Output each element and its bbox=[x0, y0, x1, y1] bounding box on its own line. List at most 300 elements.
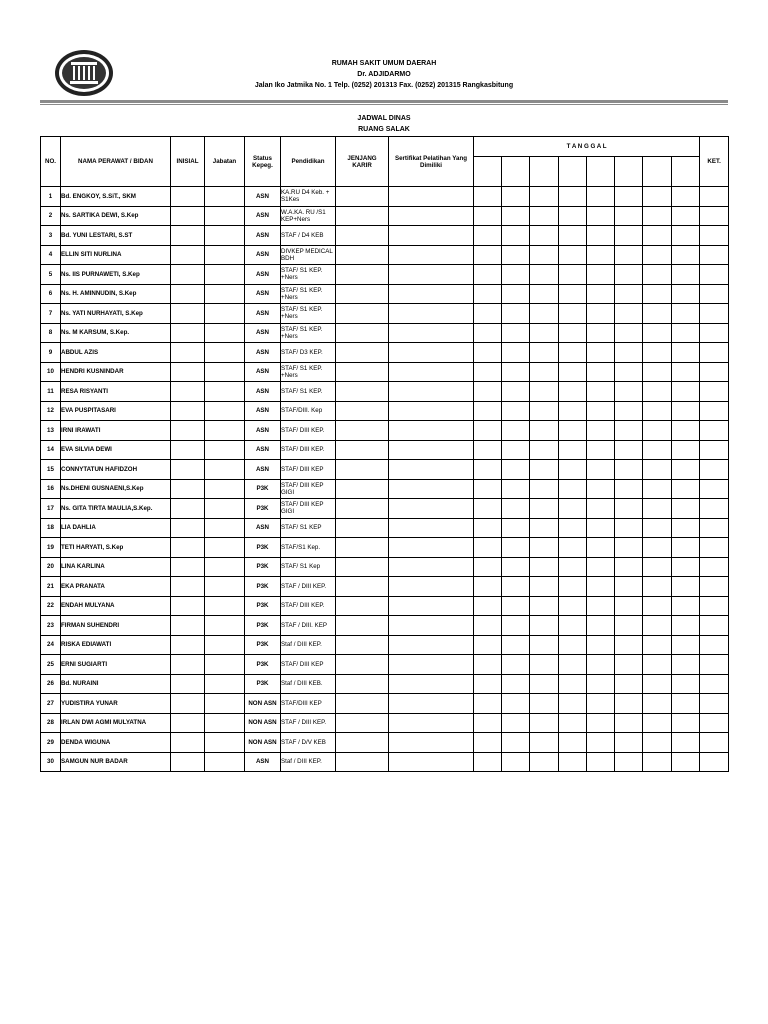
row-ket bbox=[700, 518, 729, 538]
tanggal-cell bbox=[502, 694, 530, 714]
tanggal-cell bbox=[643, 518, 672, 538]
tanggal-cell bbox=[530, 616, 559, 636]
row-ket bbox=[700, 265, 729, 285]
tanggal-cell bbox=[530, 304, 559, 324]
hospital-logo-icon bbox=[54, 48, 114, 98]
row-pendidikan: W.A.KA. RU /S1 KEP+Ners bbox=[281, 206, 336, 226]
row-no: 15 bbox=[41, 460, 61, 480]
row-jenjang bbox=[336, 382, 389, 402]
row-nama: DENDA WIGUNA bbox=[61, 733, 171, 753]
tanggal-cell bbox=[587, 479, 615, 499]
row-ket bbox=[700, 187, 729, 207]
tanggal-cell bbox=[643, 752, 672, 772]
tanggal-cell bbox=[643, 460, 672, 480]
row-no: 3 bbox=[41, 226, 61, 246]
table-row bbox=[41, 245, 729, 265]
tanggal-cell bbox=[672, 635, 700, 655]
row-inisial bbox=[171, 713, 205, 733]
tanggal-cell bbox=[530, 577, 559, 597]
tanggal-cell bbox=[672, 518, 700, 538]
tanggal-cell bbox=[474, 674, 502, 694]
tanggal-cell bbox=[643, 713, 672, 733]
tanggal-cell bbox=[587, 265, 615, 285]
tanggal-cell bbox=[559, 733, 587, 753]
table-row bbox=[41, 226, 729, 246]
tanggal-cell bbox=[474, 382, 502, 402]
tanggal-cell bbox=[502, 596, 530, 616]
row-inisial bbox=[171, 733, 205, 753]
row-pendidikan: KA.RU D4 Keb. + S1Kes bbox=[281, 187, 336, 207]
table-row bbox=[41, 206, 729, 226]
row-nama: Ns. M KARSUM, S.Kep. bbox=[61, 323, 171, 343]
tanggal-cell bbox=[615, 206, 643, 226]
row-nama: TETI HARYATI, S.Kep bbox=[61, 538, 171, 558]
tanggal-cell bbox=[587, 733, 615, 753]
row-nama: Ns. GITA TIRTA MAULIA,S.Kep. bbox=[61, 499, 171, 519]
tanggal-cell bbox=[559, 323, 587, 343]
row-status: ASN bbox=[245, 401, 281, 421]
row-inisial bbox=[171, 421, 205, 441]
row-sertifikat bbox=[389, 284, 474, 304]
tanggal-cell bbox=[672, 733, 700, 753]
tanggal-cell bbox=[559, 226, 587, 246]
tanggal-cell bbox=[559, 713, 587, 733]
row-nama: RISKA EDIAWATI bbox=[61, 635, 171, 655]
tanggal-cell bbox=[530, 284, 559, 304]
tanggal-cell bbox=[643, 265, 672, 285]
tanggal-cell bbox=[587, 577, 615, 597]
row-sertifikat bbox=[389, 674, 474, 694]
table-row bbox=[41, 479, 729, 499]
tanggal-cell bbox=[559, 577, 587, 597]
tanggal-cell bbox=[474, 752, 502, 772]
row-sertifikat bbox=[389, 479, 474, 499]
tanggal-cell bbox=[587, 674, 615, 694]
tanggal-cell bbox=[672, 538, 700, 558]
col-tanggal: T A N G G A L bbox=[474, 137, 700, 157]
tanggal-cell bbox=[672, 343, 700, 363]
tanggal-cell bbox=[672, 362, 700, 382]
col-jenjang-l2: KARIR bbox=[352, 161, 372, 169]
row-no: 2 bbox=[41, 206, 61, 226]
tanggal-cell bbox=[672, 655, 700, 675]
row-pendidikan: STAF/ S1 KEP bbox=[281, 518, 336, 538]
row-jenjang bbox=[336, 343, 389, 363]
tanggal-cell bbox=[502, 577, 530, 597]
tanggal-cell bbox=[672, 157, 700, 187]
row-inisial bbox=[171, 343, 205, 363]
tanggal-cell bbox=[672, 226, 700, 246]
row-nama: CONNYTATUN HAFIDZOH bbox=[61, 460, 171, 480]
tanggal-cell bbox=[672, 479, 700, 499]
row-status: P3K bbox=[245, 635, 281, 655]
row-pendidikan: STAF/ S1 KEP. bbox=[281, 382, 336, 402]
tanggal-cell bbox=[643, 538, 672, 558]
row-no: 11 bbox=[41, 382, 61, 402]
tanggal-cell bbox=[672, 265, 700, 285]
row-status: ASN bbox=[245, 518, 281, 538]
row-pendidikan: Staf / DIII KEP. bbox=[281, 752, 336, 772]
row-jabatan bbox=[205, 479, 245, 499]
row-sertifikat bbox=[389, 226, 474, 246]
row-status: ASN bbox=[245, 382, 281, 402]
tanggal-cell bbox=[587, 752, 615, 772]
tanggal-cell bbox=[587, 206, 615, 226]
col-jabatan: Jabatan bbox=[205, 137, 245, 187]
tanggal-cell bbox=[615, 499, 643, 519]
row-jenjang bbox=[336, 635, 389, 655]
tanggal-cell bbox=[559, 674, 587, 694]
tanggal-cell bbox=[643, 440, 672, 460]
header-divider bbox=[40, 100, 728, 103]
row-ket bbox=[700, 557, 729, 577]
row-sertifikat bbox=[389, 460, 474, 480]
row-nama: Bd. ENGKOY, S.SiT., SKM bbox=[61, 187, 171, 207]
table-row bbox=[41, 284, 729, 304]
tanggal-cell bbox=[559, 187, 587, 207]
row-inisial bbox=[171, 284, 205, 304]
row-ket bbox=[700, 245, 729, 265]
row-jabatan bbox=[205, 401, 245, 421]
row-no: 22 bbox=[41, 596, 61, 616]
tanggal-cell bbox=[559, 479, 587, 499]
row-ket bbox=[700, 655, 729, 675]
row-jenjang bbox=[336, 421, 389, 441]
row-sertifikat bbox=[389, 362, 474, 382]
row-sertifikat bbox=[389, 382, 474, 402]
row-status: P3K bbox=[245, 577, 281, 597]
row-status: NON ASN bbox=[245, 733, 281, 753]
row-ket bbox=[700, 733, 729, 753]
table-row bbox=[41, 304, 729, 324]
row-pendidikan: STAF/ DIII KEP. bbox=[281, 440, 336, 460]
tanggal-cell bbox=[530, 382, 559, 402]
col-jenjang-l1: JENJANG bbox=[347, 154, 377, 162]
tanggal-cell bbox=[474, 284, 502, 304]
row-jabatan bbox=[205, 655, 245, 675]
tanggal-cell bbox=[672, 499, 700, 519]
tanggal-cell bbox=[474, 557, 502, 577]
tanggal-cell bbox=[559, 245, 587, 265]
row-jenjang bbox=[336, 577, 389, 597]
table-row bbox=[41, 733, 729, 753]
tanggal-cell bbox=[615, 733, 643, 753]
row-jabatan bbox=[205, 713, 245, 733]
row-sertifikat bbox=[389, 713, 474, 733]
tanggal-cell bbox=[643, 226, 672, 246]
tanggal-cell bbox=[643, 479, 672, 499]
table-row bbox=[41, 265, 729, 285]
tanggal-cell bbox=[587, 694, 615, 714]
row-sertifikat bbox=[389, 421, 474, 441]
col-sertifikat-l1: Sertifikat Pelatihan Yang bbox=[394, 154, 468, 162]
tanggal-cell bbox=[643, 245, 672, 265]
tanggal-cell bbox=[587, 226, 615, 246]
row-nama: Ns.DHENI GUSNAENI,S.Kep bbox=[61, 479, 171, 499]
tanggal-cell bbox=[643, 733, 672, 753]
tanggal-cell bbox=[615, 284, 643, 304]
row-no: 10 bbox=[41, 362, 61, 382]
tanggal-cell bbox=[587, 323, 615, 343]
row-jenjang bbox=[336, 752, 389, 772]
row-jenjang bbox=[336, 284, 389, 304]
row-inisial bbox=[171, 401, 205, 421]
row-inisial bbox=[171, 538, 205, 558]
row-sertifikat bbox=[389, 206, 474, 226]
row-no: 6 bbox=[41, 284, 61, 304]
row-ket bbox=[700, 635, 729, 655]
row-inisial bbox=[171, 187, 205, 207]
col-nama: NAMA PERAWAT / BIDAN bbox=[61, 137, 171, 187]
tanggal-cell bbox=[615, 245, 643, 265]
row-inisial bbox=[171, 499, 205, 519]
row-ket bbox=[700, 752, 729, 772]
row-pendidikan: STAF / DIII KEP. bbox=[281, 713, 336, 733]
row-jabatan bbox=[205, 499, 245, 519]
table-row bbox=[41, 323, 729, 343]
row-inisial bbox=[171, 616, 205, 636]
tanggal-cell bbox=[615, 440, 643, 460]
row-pendidikan: STAF/ DIII KEP GIGI bbox=[281, 479, 336, 499]
row-status: ASN bbox=[245, 304, 281, 324]
tanggal-cell bbox=[530, 187, 559, 207]
row-status: P3K bbox=[245, 479, 281, 499]
tanggal-cell bbox=[474, 157, 502, 187]
row-jenjang bbox=[336, 499, 389, 519]
row-ket bbox=[700, 460, 729, 480]
row-no: 27 bbox=[41, 694, 61, 714]
tanggal-cell bbox=[587, 245, 615, 265]
tanggal-cell bbox=[587, 362, 615, 382]
tanggal-cell bbox=[502, 440, 530, 460]
row-jabatan bbox=[205, 421, 245, 441]
row-jenjang bbox=[336, 245, 389, 265]
row-ket bbox=[700, 226, 729, 246]
col-sertifikat-l2: Dimiliki bbox=[419, 161, 442, 169]
tanggal-cell bbox=[672, 674, 700, 694]
row-jabatan bbox=[205, 343, 245, 363]
row-sertifikat bbox=[389, 616, 474, 636]
tanggal-cell bbox=[643, 401, 672, 421]
row-no: 13 bbox=[41, 421, 61, 441]
row-no: 29 bbox=[41, 733, 61, 753]
table-row bbox=[41, 655, 729, 675]
tanggal-cell bbox=[672, 752, 700, 772]
tanggal-cell bbox=[672, 577, 700, 597]
row-inisial bbox=[171, 226, 205, 246]
tanggal-cell bbox=[615, 557, 643, 577]
tanggal-cell bbox=[474, 538, 502, 558]
tanggal-cell bbox=[474, 421, 502, 441]
row-sertifikat bbox=[389, 577, 474, 597]
row-jenjang bbox=[336, 674, 389, 694]
row-jenjang bbox=[336, 616, 389, 636]
row-sertifikat bbox=[389, 557, 474, 577]
row-inisial bbox=[171, 382, 205, 402]
table-row bbox=[41, 694, 729, 714]
tanggal-cell bbox=[643, 187, 672, 207]
row-sertifikat bbox=[389, 694, 474, 714]
row-status: P3K bbox=[245, 655, 281, 675]
tanggal-cell bbox=[615, 694, 643, 714]
tanggal-cell bbox=[587, 713, 615, 733]
row-inisial bbox=[171, 596, 205, 616]
tanggal-cell bbox=[615, 382, 643, 402]
row-no: 20 bbox=[41, 557, 61, 577]
tanggal-cell bbox=[672, 323, 700, 343]
tanggal-cell bbox=[587, 616, 615, 636]
tanggal-cell bbox=[530, 362, 559, 382]
row-pendidikan: STAF / DIII KEP. bbox=[281, 577, 336, 597]
tanggal-cell bbox=[502, 401, 530, 421]
table-row bbox=[41, 713, 729, 733]
col-ket: KET. bbox=[700, 137, 729, 187]
row-jabatan bbox=[205, 596, 245, 616]
row-jenjang bbox=[336, 226, 389, 246]
tanggal-cell bbox=[672, 401, 700, 421]
tanggal-cell bbox=[587, 655, 615, 675]
tanggal-cell bbox=[559, 616, 587, 636]
row-ket bbox=[700, 382, 729, 402]
tanggal-cell bbox=[587, 557, 615, 577]
table-row bbox=[41, 421, 729, 441]
row-status: NON ASN bbox=[245, 694, 281, 714]
tanggal-cell bbox=[559, 538, 587, 558]
document-subtitle: RUANG SALAK bbox=[358, 126, 410, 133]
tanggal-cell bbox=[530, 557, 559, 577]
row-jenjang bbox=[336, 694, 389, 714]
row-no: 24 bbox=[41, 635, 61, 655]
tanggal-cell bbox=[559, 157, 587, 187]
row-ket bbox=[700, 616, 729, 636]
tanggal-cell bbox=[530, 596, 559, 616]
table-row bbox=[41, 596, 729, 616]
row-ket bbox=[700, 479, 729, 499]
tanggal-cell bbox=[643, 499, 672, 519]
row-status: ASN bbox=[245, 284, 281, 304]
row-nama: LIA DAHLIA bbox=[61, 518, 171, 538]
tanggal-cell bbox=[643, 382, 672, 402]
row-inisial bbox=[171, 635, 205, 655]
row-sertifikat bbox=[389, 538, 474, 558]
row-no: 21 bbox=[41, 577, 61, 597]
tanggal-cell bbox=[587, 157, 615, 187]
table-row bbox=[41, 518, 729, 538]
tanggal-cell bbox=[474, 401, 502, 421]
tanggal-cell bbox=[615, 421, 643, 441]
tanggal-cell bbox=[502, 226, 530, 246]
tanggal-cell bbox=[502, 518, 530, 538]
tanggal-cell bbox=[615, 518, 643, 538]
table-row bbox=[41, 401, 729, 421]
row-jenjang bbox=[336, 538, 389, 558]
row-status: ASN bbox=[245, 460, 281, 480]
tanggal-cell bbox=[672, 284, 700, 304]
row-sertifikat bbox=[389, 518, 474, 538]
row-status: P3K bbox=[245, 616, 281, 636]
col-status-l1: Status bbox=[253, 154, 272, 162]
table-row bbox=[41, 499, 729, 519]
tanggal-cell bbox=[502, 304, 530, 324]
tanggal-cell bbox=[559, 421, 587, 441]
tanggal-cell bbox=[587, 518, 615, 538]
row-no: 18 bbox=[41, 518, 61, 538]
tanggal-cell bbox=[643, 157, 672, 187]
table-row bbox=[41, 635, 729, 655]
row-no: 28 bbox=[41, 713, 61, 733]
document-title: JADWAL DINAS bbox=[357, 115, 411, 122]
row-pendidikan: STAF/ S1 KEP. +Ners bbox=[281, 304, 336, 324]
tanggal-cell bbox=[643, 421, 672, 441]
row-sertifikat bbox=[389, 655, 474, 675]
table-row bbox=[41, 343, 729, 363]
row-jenjang bbox=[336, 323, 389, 343]
tanggal-cell bbox=[502, 382, 530, 402]
table-row bbox=[41, 538, 729, 558]
tanggal-cell bbox=[643, 674, 672, 694]
tanggal-cell bbox=[587, 596, 615, 616]
tanggal-cell bbox=[615, 616, 643, 636]
tanggal-cell bbox=[643, 362, 672, 382]
tanggal-cell bbox=[643, 343, 672, 363]
tanggal-cell bbox=[615, 635, 643, 655]
row-status: ASN bbox=[245, 440, 281, 460]
row-jenjang bbox=[336, 362, 389, 382]
tanggal-cell bbox=[502, 674, 530, 694]
tanggal-cell bbox=[559, 518, 587, 538]
row-nama: IRLAN DWI AGMI MULYATNA bbox=[61, 713, 171, 733]
row-status: ASN bbox=[245, 421, 281, 441]
row-sertifikat bbox=[389, 499, 474, 519]
row-jabatan bbox=[205, 206, 245, 226]
tanggal-cell bbox=[530, 674, 559, 694]
row-jabatan bbox=[205, 538, 245, 558]
tanggal-cell bbox=[474, 226, 502, 246]
tanggal-cell bbox=[530, 157, 559, 187]
col-inisial: INISIAL bbox=[171, 137, 205, 187]
row-pendidikan: STAF/ DIII KEP bbox=[281, 655, 336, 675]
row-inisial bbox=[171, 206, 205, 226]
row-jabatan bbox=[205, 323, 245, 343]
row-jabatan bbox=[205, 752, 245, 772]
row-jabatan bbox=[205, 674, 245, 694]
tanggal-cell bbox=[643, 635, 672, 655]
row-nama: ELLIN SITI NURLINA bbox=[61, 245, 171, 265]
tanggal-cell bbox=[530, 713, 559, 733]
row-status: P3K bbox=[245, 538, 281, 558]
tanggal-cell bbox=[474, 577, 502, 597]
row-pendidikan: STAF/ S1 KEP. +Ners bbox=[281, 362, 336, 382]
row-ket bbox=[700, 362, 729, 382]
row-nama: IRNI IRAWATI bbox=[61, 421, 171, 441]
tanggal-cell bbox=[643, 655, 672, 675]
tanggal-cell bbox=[502, 323, 530, 343]
row-ket bbox=[700, 304, 729, 324]
tanggal-cell bbox=[559, 343, 587, 363]
row-status: NON ASN bbox=[245, 713, 281, 733]
tanggal-cell bbox=[474, 518, 502, 538]
tanggal-cell bbox=[502, 157, 530, 187]
row-status: P3K bbox=[245, 499, 281, 519]
hospital-subname: Dr. ADJIDARMO bbox=[357, 71, 411, 78]
tanggal-cell bbox=[502, 460, 530, 480]
tanggal-cell bbox=[587, 304, 615, 324]
row-jabatan bbox=[205, 265, 245, 285]
tanggal-cell bbox=[530, 460, 559, 480]
row-inisial bbox=[171, 362, 205, 382]
tanggal-cell bbox=[587, 382, 615, 402]
row-nama: Ns. H. AMINNUDIN, S.Kep bbox=[61, 284, 171, 304]
